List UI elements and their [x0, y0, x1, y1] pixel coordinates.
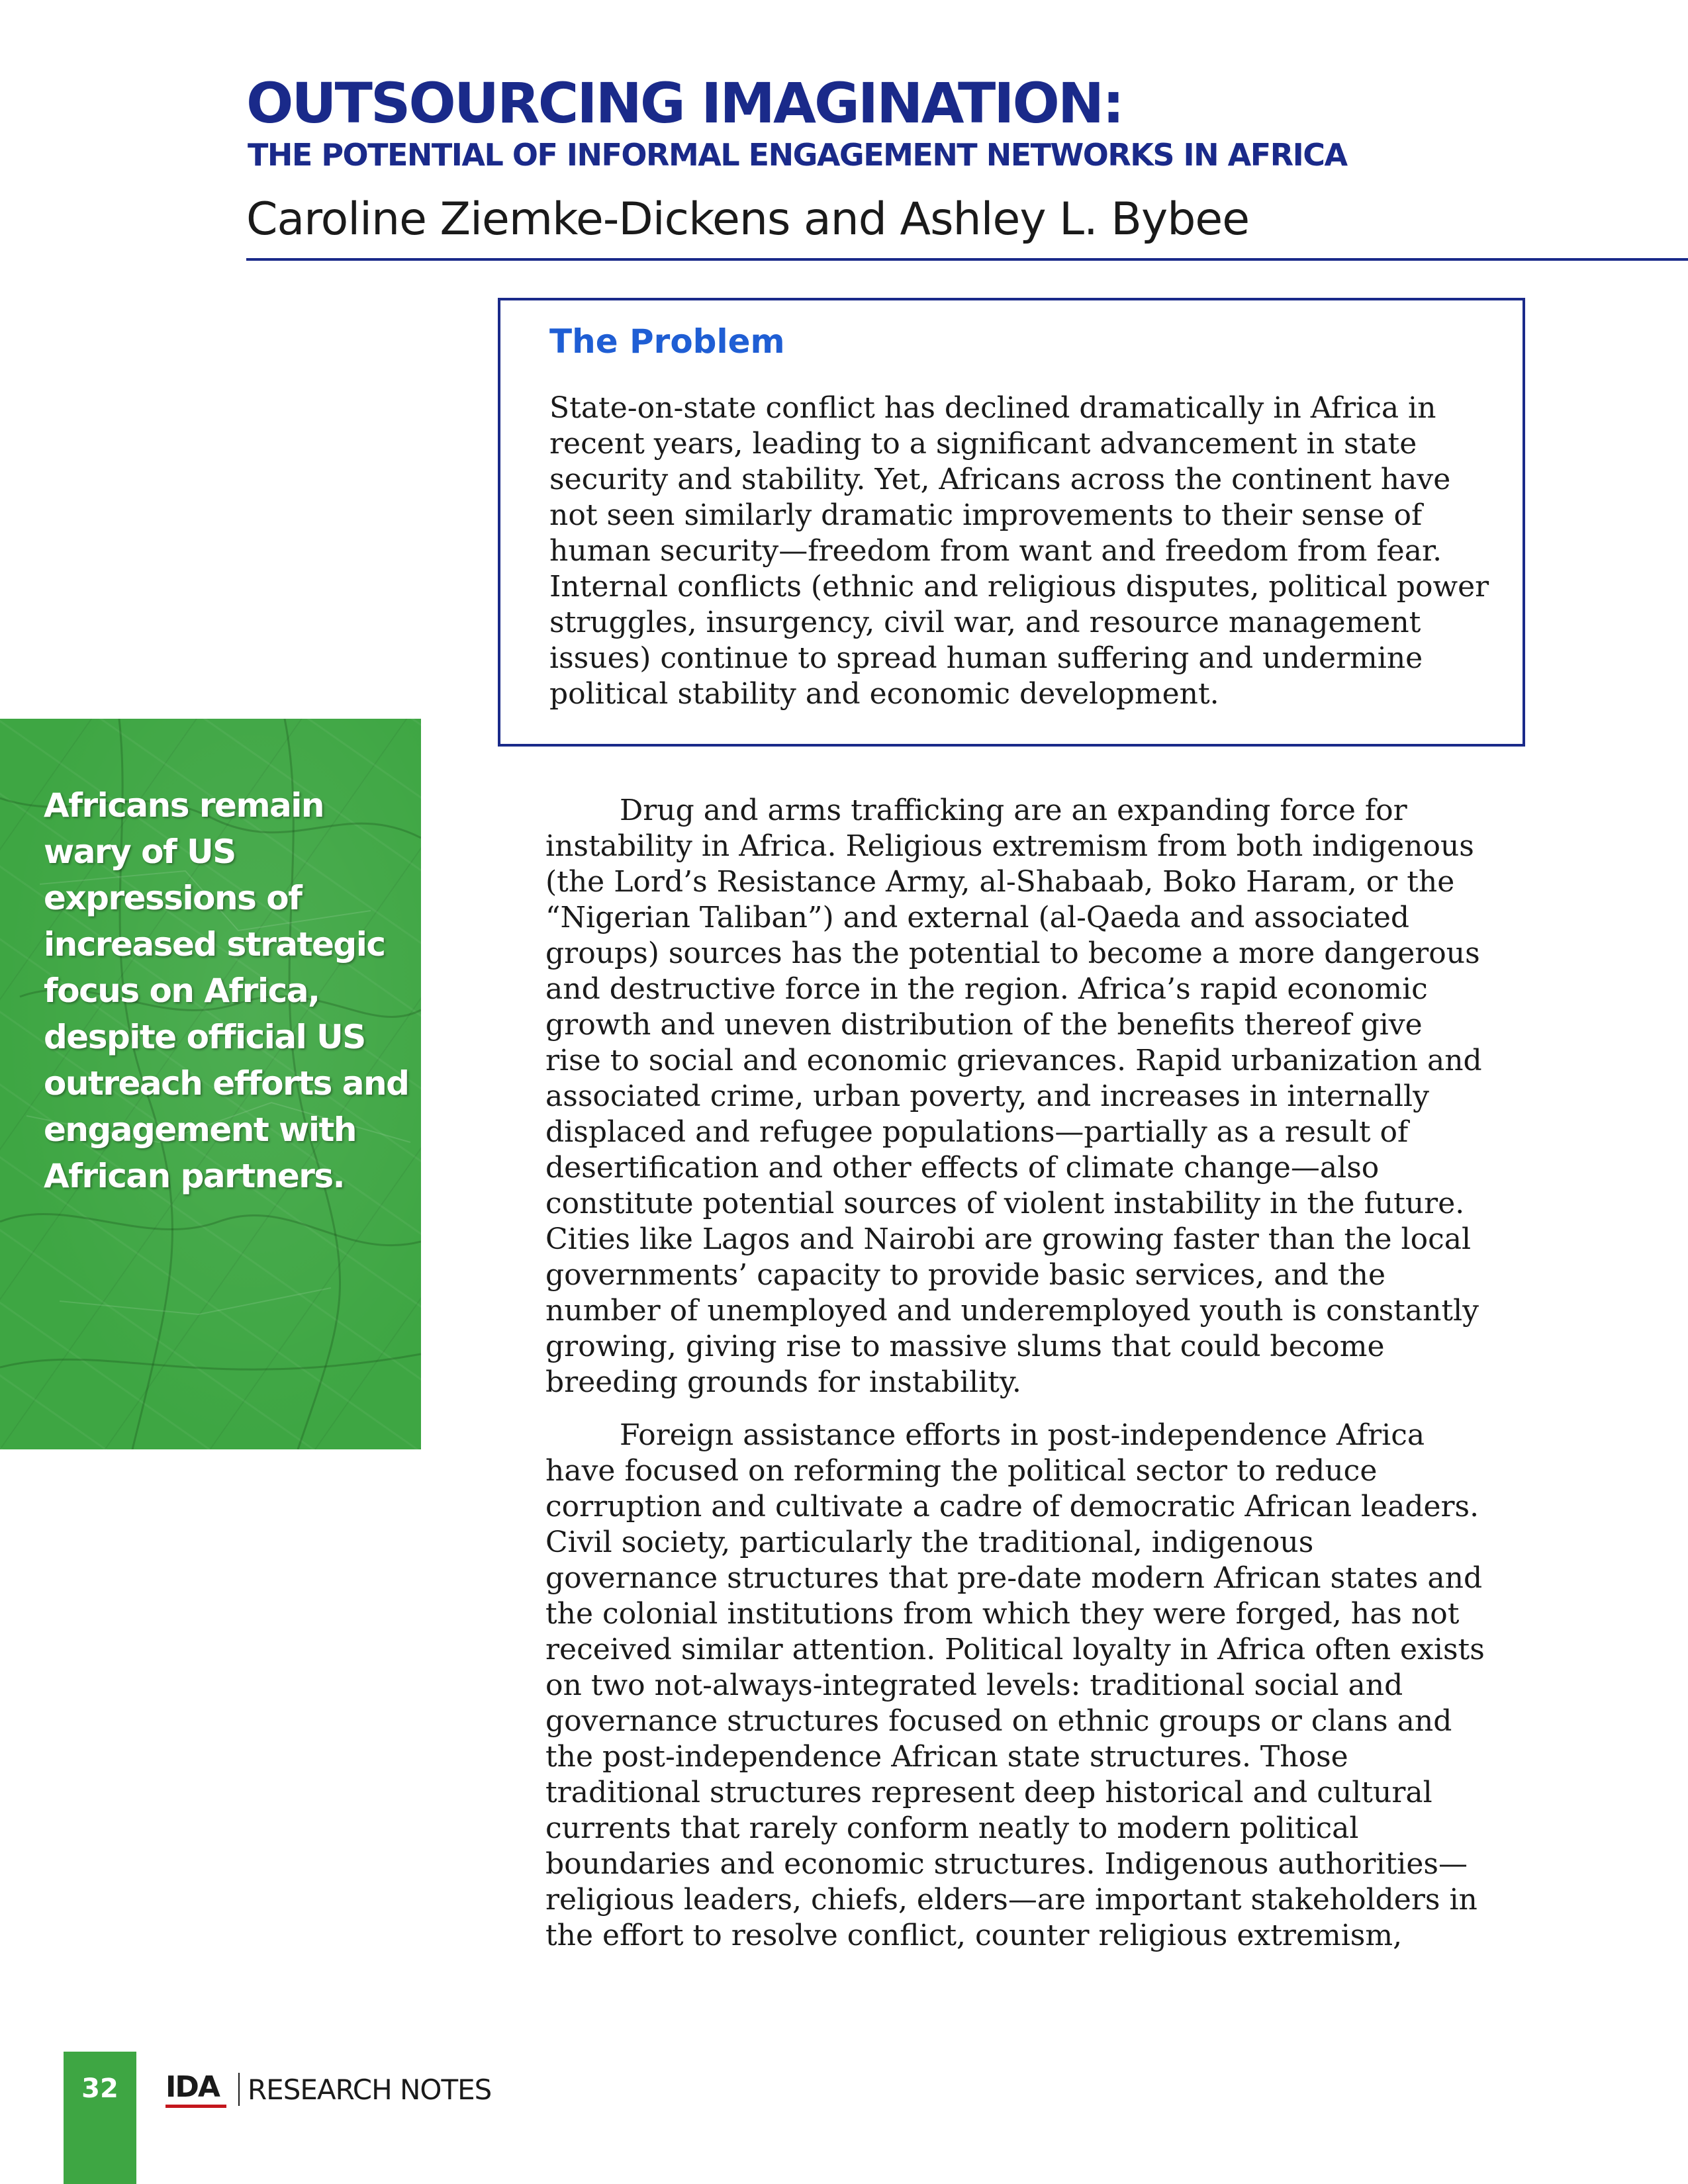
- article-title: OUTSOURCING IMAGINATION:: [246, 71, 1123, 136]
- footer-green-bar: [64, 2052, 136, 2184]
- body-paragraph: Drug and arms trafficking are an expanding force for instability in Africa. Religious extremism from both indigenous (the Lord’s Resistance Army, al-Shabaab, Boko Haram, or the “Nigerian Taliban”) and external (al-Qaeda and associated groups) sources has the potential to become a more dangerous and destructive force in the region. Africa’s rapid economic growth and uneven distribution of the benefits thereof give rise to social and economic grievances. Rapid urbanization and associated crime, urban poverty, and increases in internally displaced and refugee populations—partially as a result of desertification and other effects of climate change—also constitute potential sources of violent instability in the future. Cities like Lagos and Nairobi are growing faster than the local governments’ capacity to provide basic services, and the number of unemployed and underemployed youth is constantly growing, giving rise to massive slums that could become breeding grounds for instability.: [545, 794, 1482, 1399]
- problem-text: State-on-state conflict has declined dramatically in Africa in recent years, leading to a significant advancement in state security and stability. Yet, Africans across the continent have not seen similarly dramatic improvements to their sense of human security—freedom from want and freedom from fear. Internal conflicts (ethnic and religious disputes, political power struggles, insurgency, civil war, and resource management issues) continue to spread human suffering and undermine political stability and economic development.: [549, 391, 1489, 711]
- footer-divider: [238, 2073, 240, 2106]
- problem-heading: The Problem: [549, 322, 785, 361]
- ida-logo: IDA: [165, 2070, 219, 2104]
- page-number: 32: [81, 2073, 118, 2104]
- article-subtitle: THE POTENTIAL OF INFORMAL ENGAGEMENT NETWORKS IN AFRICA: [248, 137, 1347, 173]
- pull-quote: Africans remain wary of US expressions of increased strategic focus on Africa, despite official US outreach efforts and engagement with African partners.: [44, 786, 409, 1195]
- body-paragraph: Foreign assistance efforts in post-independence Africa have focused on reforming the political sector to reduce corruption and cultivate a cadre of democratic African leaders. Civil society, particularly the traditional, indigenous governance structures that pre-date modern African states and the colonial institutions from which they were forged, has not received similar attention. Political loyalty in Africa often exists on two not-always-integrated levels: traditional social and governance structures focused on ethnic groups or clans and the post-independence African state structures. Those traditional structures represent deep historical and cultural currents that rarely conform neatly to modern political boundaries and economic structures. Indigenous authorities—religious leaders, chiefs, elders—are important stakeholders in the effort to resolve conflict, counter religious extremism,: [545, 1418, 1485, 1952]
- header-rule: [246, 258, 1688, 261]
- article-body: [545, 793, 1485, 1971]
- problem-box: [498, 298, 1525, 747]
- pull-quote-sidebar: [0, 719, 421, 1449]
- article-authors: Caroline Ziemke-Dickens and Ashley L. Bybee: [246, 193, 1250, 246]
- ida-logo-underline: [165, 2105, 226, 2108]
- publication-name: RESEARCH NOTES: [248, 2073, 492, 2106]
